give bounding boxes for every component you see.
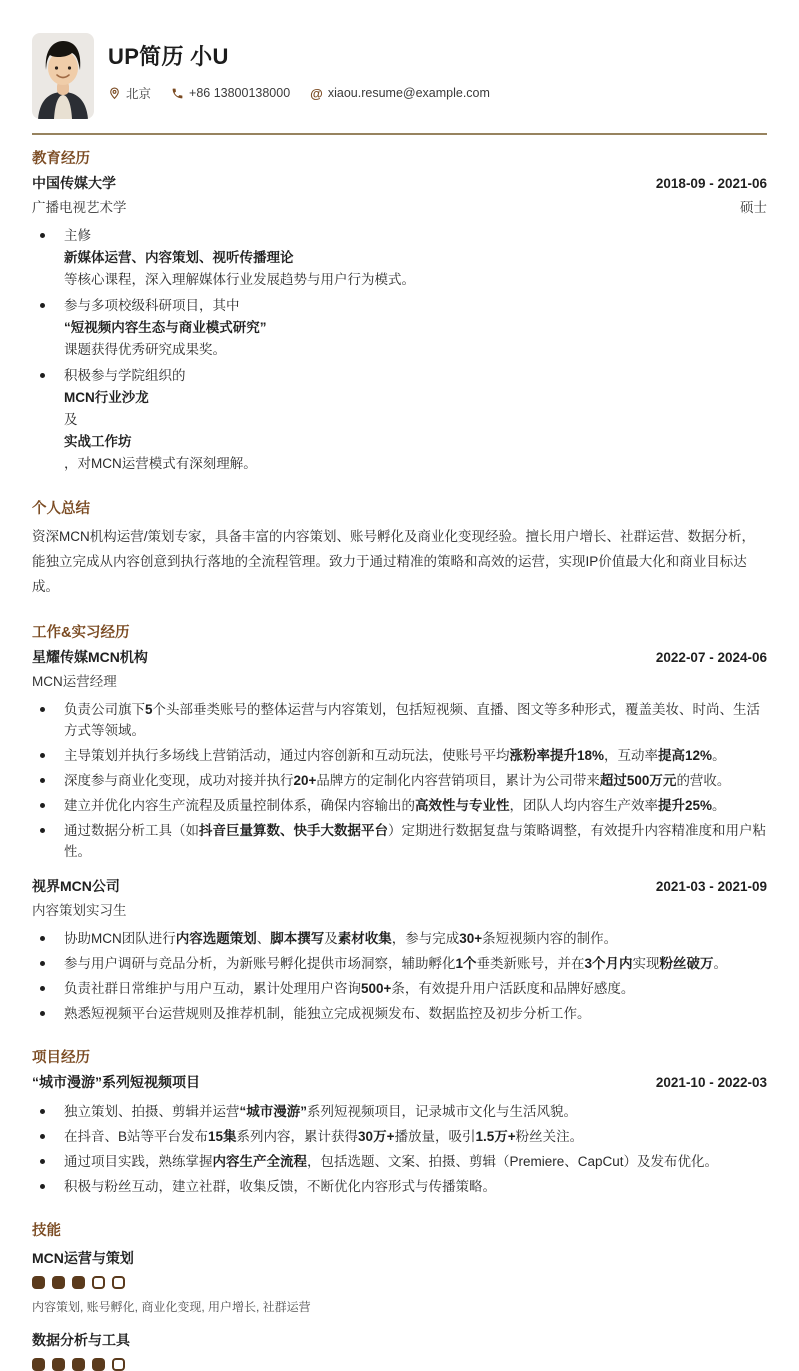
education-major: 广播电视艺术学 <box>32 200 127 215</box>
summary-heading: 个人总结 <box>32 501 90 517</box>
avatar <box>32 33 94 119</box>
bullet-item: 在抖音、B站等平台发布15集系列内容，累计获得30万+播放量，吸引1.5万+粉丝关注。 <box>32 1126 767 1147</box>
skill-item <box>32 1248 767 1315</box>
skill-name: MCN运营与策划 <box>32 1250 134 1266</box>
contact-location-text: 北京 <box>126 87 152 101</box>
summary-text: 资深MCN机构运营/策划专家，具备丰富的内容策划、账号孵化及商业化变现经验。擅长用户增长、社群运营、数据分析，能独立完成从内容创意到执行落地的全流程管理。致力于通过精准的策略和高效的运营，实现IP价值最大化和商业目标达成。 <box>32 529 755 594</box>
bullet-item: 参与用户调研与竞品分析，为新账号孵化提供市场洞察，辅助孵化1个垂类新账号，并在3个月内实现粉丝破万。 <box>32 953 767 974</box>
job-entry-header <box>32 876 767 896</box>
skill-level-dot <box>112 1276 125 1289</box>
bullet-item: 通过数据分析工具（如抖音巨量算数、快手大数据平台）定期进行数据复盘与策略调整，有效提升内容精准度和用户粘性。 <box>32 820 767 862</box>
skill-level-dot <box>32 1276 45 1289</box>
bullet-item: 深度参与商业化变现，成功对接并执行20+品牌方的定制化内容营销项目，累计为公司带来超过500万元的营收。 <box>32 770 767 791</box>
skills-heading: 技能 <box>32 1223 61 1239</box>
bullet-item: 协助MCN团队进行内容选题策划、脚本撰写及素材收集，参与完成30+条短视频内容的制作。 <box>32 928 767 949</box>
job-dates: 2021-03 - 2021-09 <box>655 879 767 894</box>
section-summary <box>32 497 767 599</box>
bullet-item: 积极参与学院组织的 MCN行业沙龙 及 实战工作坊 ，对MCN运营模式有深刻理解。 <box>32 365 767 475</box>
skill-level-dot <box>52 1276 65 1289</box>
job-entry-subrow <box>32 899 767 919</box>
job-entry-header <box>32 647 767 667</box>
work-heading: 工作&实习经历 <box>32 625 130 641</box>
company-name: 视界MCN公司 <box>32 878 120 894</box>
contact-email <box>310 86 490 101</box>
project-name: “城市漫游”系列短视频项目 <box>32 1074 200 1090</box>
phone-icon <box>171 87 184 100</box>
skill-level-dot <box>32 1358 45 1371</box>
skill-level-dot <box>112 1358 125 1371</box>
skill-level-dot <box>92 1276 105 1289</box>
education-bullet-list <box>32 225 767 475</box>
job-entry-subrow <box>32 670 767 690</box>
education-heading: 教育经历 <box>32 151 90 167</box>
job-dates: 2022-07 - 2024-06 <box>655 650 767 665</box>
job-role: MCN运营经理 <box>32 674 117 689</box>
project-dates: 2021-10 - 2022-03 <box>655 1075 767 1090</box>
skill-level-dots <box>32 1276 767 1289</box>
company-name: 星耀传媒MCN机构 <box>32 649 148 665</box>
contact-phone <box>171 86 290 100</box>
at-icon: @ <box>310 85 323 101</box>
education-degree: 硕士 <box>740 200 767 215</box>
bullet-item: 独立策划、拍摄、剪辑并运营“城市漫游”系列短视频项目，记录城市文化与生活风貌。 <box>32 1101 767 1122</box>
bullet-item: 主修 新媒体运营、内容策划、视听传播理论 等核心课程，深入理解媒体行业发展趋势与用户行为模式。 <box>32 225 767 291</box>
skill-item <box>32 1330 767 1371</box>
contact-location <box>108 84 151 102</box>
job-entry <box>32 647 767 862</box>
contact-row <box>108 84 490 102</box>
skill-tags: 内容策划, 账号孵化, 商业化变现, 用户增长, 社群运营 <box>32 1300 311 1314</box>
skill-level-dots <box>32 1358 767 1371</box>
bullet-item: 负责社群日常维护与用户互动，累计处理用户咨询500+条，有效提升用户活跃度和品牌好感度。 <box>32 978 767 999</box>
bullet-item: 主导策划并执行多场线上营销活动，通过内容创新和互动玩法，使账号平均涨粉率提升18%，互动率提高12%。 <box>32 745 767 766</box>
location-pin-icon <box>108 87 121 100</box>
section-education <box>32 147 767 475</box>
education-dates: 2018-09 - 2021-06 <box>655 176 767 191</box>
job-entry <box>32 876 767 1024</box>
candidate-name: UP简历 小U <box>108 44 229 69</box>
resume-header <box>32 0 767 119</box>
header-divider <box>32 133 767 135</box>
header-text-block <box>108 40 490 119</box>
education-entry-subrow <box>32 196 767 216</box>
bullet-item: 积极与粉丝互动，建立社群，收集反馈，不断优化内容形式与传播策略。 <box>32 1176 767 1197</box>
bullet-item: 建立并优化内容生产流程及质量控制体系，确保内容输出的高效性与专业性，团队人均内容生产效率提升25%。 <box>32 795 767 816</box>
section-skills <box>32 1219 767 1371</box>
school-name: 中国传媒大学 <box>32 175 116 191</box>
skill-level-dot <box>72 1358 85 1371</box>
bullet-item: 熟悉短视频平台运营规则及推荐机制，能独立完成视频发布、数据监控及初步分析工作。 <box>32 1003 767 1024</box>
skill-level-dot <box>72 1276 85 1289</box>
contact-phone-text: +86 13800138000 <box>189 86 291 100</box>
project-entry <box>32 1072 767 1197</box>
bullet-item: 通过项目实践，熟练掌握内容生产全流程，包括选题、文案、拍摄、剪辑（Premiere、CapCut）及发布优化。 <box>32 1151 767 1172</box>
project-entry-header <box>32 1072 767 1092</box>
job-bullet-list <box>32 928 767 1024</box>
section-work <box>32 621 767 1024</box>
section-projects <box>32 1046 767 1197</box>
skill-level-dot <box>92 1358 105 1371</box>
skill-name: 数据分析与工具 <box>32 1332 130 1348</box>
projects-heading: 项目经历 <box>32 1050 90 1066</box>
avatar-illustration <box>32 33 94 119</box>
bullet-item: 参与多项校级科研项目，其中 “短视频内容生态与商业模式研究” 课题获得优秀研究成果奖。 <box>32 295 767 361</box>
bullet-item: 负责公司旗下5个头部垂类账号的整体运营与内容策划，包括短视频、直播、图文等多种形式，覆盖美妆、时尚、生活方式等领域。 <box>32 699 767 741</box>
contact-email-text: xiaou.resume@example.com <box>327 86 490 100</box>
education-entry-header <box>32 173 767 193</box>
job-bullet-list <box>32 699 767 862</box>
job-role: 内容策划实习生 <box>32 903 127 918</box>
project-bullet-list <box>32 1101 767 1197</box>
skill-level-dot <box>52 1358 65 1371</box>
